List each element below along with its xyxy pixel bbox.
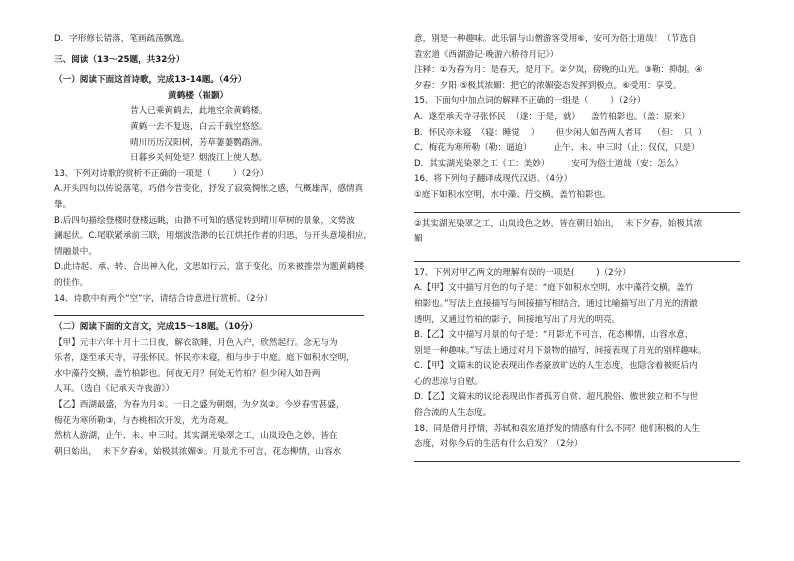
- text-line: 日暮乡关何处是？烟波江上使人愁。: [130, 153, 268, 164]
- text-line: 注释：①为春为月：是春天，是月下。②夕岚，傍晚的山光。③勒：抑制。④: [414, 65, 703, 76]
- text-line: 13、下列对诗歌的赏析不正确的一项是（ ）（2分）: [54, 168, 269, 179]
- text-line: 16、将下列句子翻译成现代汉语。（4分）: [414, 174, 573, 185]
- text-line: A.【甲】文中描写月色的句子是：“庭下如积水空明，水中藻荇交横，盖竹: [414, 283, 694, 294]
- text-line: 【甲】元丰六年十月十二日夜，解衣欲睡，月色入户，欣然起行。念无与为: [54, 337, 338, 348]
- text-line: 别是一种趣味。”写法上通过对月下景物的描写，间接表现了月光的别样趣味。: [414, 345, 707, 356]
- text-line: （二）阅读下面的文言文，完成15～18题。（10分）: [54, 322, 258, 333]
- right-column: [414, 32, 750, 466]
- text-line: 14、诗歌中有两个“空”字，请结合诗意进行赏析。（2分）: [54, 293, 273, 304]
- text-line: B.后四句描绘登楼时登楼远眺，由渺不可知的感觉转到晴川草树的景象，文势波: [54, 215, 355, 226]
- text-line: 水中藻荇交横，盖竹柏影也。何夜无月？何处无竹柏？但少闲人如吾两: [54, 368, 321, 379]
- text-line: 袁宏道《西湖游记·晚游六桥待月记》）: [414, 49, 559, 60]
- text-line: D.【乙】文篇末的议论表现出作者孤芳自赏、超凡脱俗、傲世独立和不与世: [414, 392, 699, 403]
- text-line: 17、下列对甲乙两文的理解有误的一项是( )（2分）: [414, 267, 631, 278]
- text-line: C．梅花为寒所勒（勒：逼迫） 止午、未、申三时（止：仅仅，只是）: [414, 143, 700, 154]
- text-line: B.【乙】文中描写月景的句子是：“月影尤不可言，花态柳情，山容水意，: [414, 330, 694, 341]
- text-line: （一）阅读下面这首诗歌，完成13-14题。（4分）: [54, 75, 247, 86]
- text-line: A.开头四句以传说落笔，巧借今昔变化，抒发了寂寞惆怅之感，气概雄浑，感情真: [54, 184, 364, 195]
- text-line: D．字形修长错落，笔画疏荡飘逸。: [54, 34, 190, 44]
- text-line: 透明，又通过竹柏的影子，间接地写出了月光的明亮。: [414, 314, 621, 325]
- text-line: 态度，对你今后的生活有什么启发？（2分）: [414, 439, 583, 450]
- answer-line: [414, 453, 740, 462]
- text-line: 昔人已乘黄鹤去，此地空余黄鹤楼。: [130, 106, 268, 117]
- text-line: 乐者，遂至承天寺，寻张怀民。怀民亦未寝，相与步于中庭。庭下如积水空明，: [54, 353, 355, 364]
- text-line: D．其实湖光染翠之工（工：美妙） 安可为俗士道哉（安：怎么）: [414, 158, 684, 169]
- text-line: 人耳。（选自《记承天寺夜游》）: [54, 384, 175, 395]
- text-line: D.此诗起、承、转、合出神入化，文思如行云，富于变化，历来被推崇为题黄鹤楼: [54, 262, 365, 273]
- text-line: C.【甲】文篇末的议论表现出作者豪放旷达的人生态度，也隐含着被贬后内: [414, 361, 698, 372]
- text-line: 澜起伏。C.尾联紧承前三联，用烟波浩渺的长江烘托作者的归思，与开头意境相应，: [54, 231, 373, 242]
- text-line: 晴川历历汉阳树，芳草萋萋鹦鹉洲。: [130, 137, 268, 148]
- text-line: ①庭下如积水空明，水中藻、荇交横，盖竹柏影也。: [414, 189, 611, 200]
- left-column: [54, 32, 389, 460]
- text-line: 意，别是一种趣味。此乐留与山僧游客受用⑥，安可为俗士道哉！（节选自: [414, 34, 697, 44]
- text-line: 的佳作。: [54, 277, 89, 288]
- text-line: 黄鹤一去不复返，白云千载空悠悠。: [130, 121, 268, 132]
- text-line: 情融景中。: [54, 246, 97, 257]
- text-line: 【乙】西湖最盛，为春为月①。一日之盛为朝烟，为夕岚②。今岁春雪甚盛，: [54, 400, 345, 411]
- answer-line: [414, 253, 740, 262]
- text-line: A．遂至承天寺寻张怀民 （遂：于是，就） 盖竹柏影也。（盖：原来）: [414, 111, 690, 122]
- text-line: ②其实湖光染翠之工，山岚设色之妙，皆在朝日始出， 未下夕舂，始极其浓: [414, 218, 703, 229]
- text-line: B．怀民亦未寝 （寝：睡觉 ） 但少闲人如吾两人者耳 （但： 只 ）: [414, 127, 707, 138]
- text-line: 媚: [414, 234, 423, 245]
- text-line: 梅花为寒所勒③，与杏桃相次开发，尤为奇观。: [54, 415, 234, 426]
- text-line: 心的悲凉与自慰。: [414, 376, 483, 387]
- text-line: 俗合流的人生态度。: [414, 408, 492, 419]
- text-line: 15、下面句中加点词的解释不正确的一组是（ ）（2分）: [414, 96, 646, 107]
- text-line: 18、同是借月抒情，苏轼和袁宏道抒发的情感有什么不同？他们积极的人生: [414, 423, 700, 434]
- text-line: 夕舂：夕阳 ⑤极其浓媚：把它的浓媚姿态发挥到极点。⑥受用：享受。: [414, 80, 682, 91]
- text-line: 黄鹤楼（崔颢）: [168, 90, 229, 101]
- text-line: 朝日始出， 未下夕舂④，始极其浓媚⑤。月景尤不可言，花态柳情，山容水: [54, 446, 342, 457]
- text-line: 然杭人游湖，止午、未、申三时。其实湖光染翠之工，山岚设色之妙，皆在: [54, 431, 338, 442]
- answer-line: [414, 204, 740, 213]
- text-line: 挚。: [54, 199, 72, 210]
- answer-line: [54, 307, 364, 316]
- text-line: 柏影也。”写法上直接描写与间接描写相结合，通过比喻描写出了月光的清澈: [414, 298, 698, 309]
- text-line: 三、阅读（13～25题，共32分）: [54, 54, 185, 65]
